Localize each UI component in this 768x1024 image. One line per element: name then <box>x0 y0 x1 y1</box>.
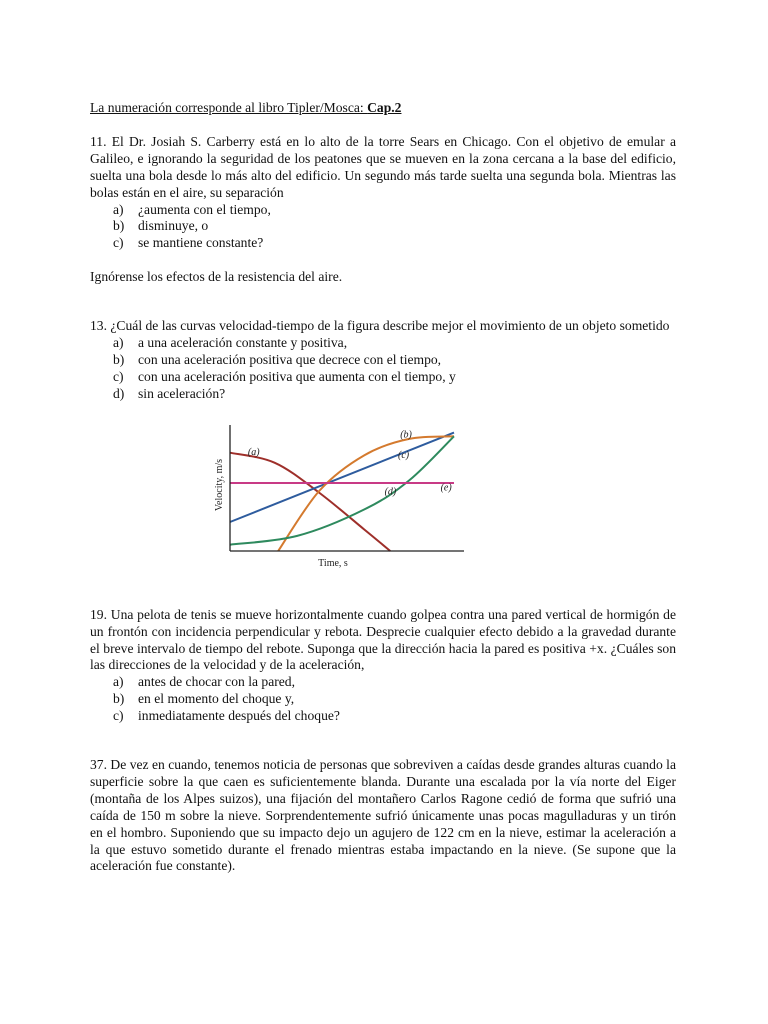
curve-label-d: (d) <box>384 485 397 497</box>
velocity-time-chart <box>208 415 484 575</box>
document-header <box>90 100 676 117</box>
option-item <box>90 218 676 235</box>
option-text: ¿aumenta con el tiempo, <box>138 201 271 217</box>
option-label: d) <box>113 385 125 401</box>
x-axis-label: Time, s <box>318 557 348 569</box>
question-19-text: 19. Una pelota de tenis se mueve horizontalmente cuando golpea contra una pared vertical de hormigón de un frontón con incidencia perpendicular y rebota. Desprecie cualquier efecto debido a la gravedad durante el breve intervalo de tiempo del rebote. Suponga que la dirección hacia la pared es positiva +x. ¿Cuáles son las direcciones de la velocidad y de la aceleración, <box>90 606 676 673</box>
question-13-text: 13. ¿Cuál de las curvas velocidad-tiempo de la figura describe mejor el movimiento de un objeto sometido <box>90 318 670 334</box>
option-item <box>90 369 676 386</box>
option-item <box>90 235 676 252</box>
chapter-label: Cap.2 <box>367 100 402 115</box>
option-text: sin aceleración? <box>138 385 226 401</box>
option-item <box>90 708 676 725</box>
curve-label-a: (a) <box>247 446 260 458</box>
option-item <box>90 352 676 369</box>
y-axis-label: Velocity, m/s <box>214 458 225 511</box>
question-37-text: 37. De vez en cuando, tenemos noticia de personas que sobreviven a caídas desde grandes alturas cuando la superficie sobre la que caen es suficientemente blanda. Durante una escalada por la vía norte del Eiger (montaña de los Alpes suizos), una fijación del montañero Carlos Ragone cedió de forma que sufrió una caída de 150 m sobre la nieve. Sorprendentemente sufrió únicamente unas pocas magulladuras y un tirón en el hombro. Suponiendo que su impacto dejo un agujero de 122 cm en la nieve, estimar la aceleración a la que estuvo sometido durante el frenado mientras estaba impactando en la nieve. (Se supone que la aceleración fue constante). <box>90 757 676 874</box>
curve-b <box>230 432 454 521</box>
velocity-time-figure <box>208 415 484 575</box>
option-label: c) <box>113 708 124 724</box>
option-text: a una aceleración constante y positiva, <box>138 335 348 351</box>
option-label: a) <box>113 201 124 217</box>
option-item <box>90 691 676 708</box>
header-text: La numeración corresponde al libro Tipler/Mosca: <box>90 100 368 115</box>
question-19-options <box>90 674 676 725</box>
question-11-options <box>90 202 676 253</box>
option-text: disminuye, o <box>138 218 209 234</box>
question-13-options <box>90 335 676 403</box>
option-item <box>90 386 676 403</box>
curve-label-c: (c) <box>398 449 410 461</box>
curve-label-b: (b) <box>400 429 412 441</box>
option-label: a) <box>113 335 124 351</box>
option-label: b) <box>113 218 125 234</box>
curve-d <box>230 436 454 544</box>
option-item <box>90 674 676 691</box>
option-label: b) <box>113 351 125 367</box>
curve-label-e: (e) <box>440 482 452 494</box>
option-text: con una aceleración positiva que aumenta con el tiempo, y <box>138 368 456 384</box>
option-item <box>90 202 676 219</box>
option-text: antes de chocar con la pared, <box>138 674 295 690</box>
option-label: c) <box>113 235 124 251</box>
option-item <box>90 335 676 352</box>
page <box>90 100 676 875</box>
option-text: en el momento del choque y, <box>138 691 295 707</box>
question-11-text: 11. El Dr. Josiah S. Carberry está en lo alto de la torre Sears en Chicago. Con el objetivo de emular a Galileo, e ignorando la seguridad de los peatones que se mueven en la zona cercana a la base del edificio, suelta una bola desde lo más alto del edificio. Un segundo más tarde suelta una segunda bola. Mientras las bolas están en el aire, su separación <box>90 133 676 200</box>
option-label: b) <box>113 691 125 707</box>
option-label: c) <box>113 368 124 384</box>
option-text: inmediatamente después del choque? <box>138 708 340 724</box>
option-label: a) <box>113 674 124 690</box>
option-text: con una aceleración positiva que decrece con el tiempo, <box>138 351 442 367</box>
option-text: se mantiene constante? <box>138 235 264 251</box>
question-11-note: Ignórense los efectos de la resistencia del aire. <box>90 269 343 285</box>
